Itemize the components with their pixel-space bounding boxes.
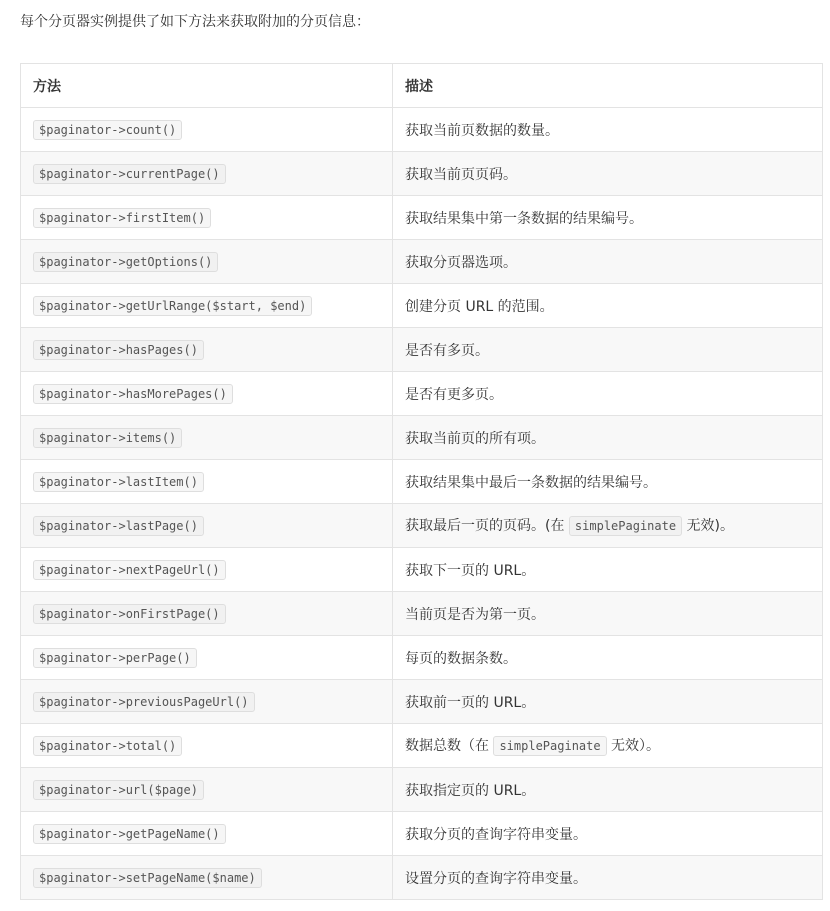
table-row	[21, 680, 823, 724]
header-description: 描述	[393, 64, 823, 108]
description-cell	[393, 460, 823, 504]
method-code: $paginator->currentPage()	[33, 164, 226, 184]
description-cell	[393, 108, 823, 152]
description-text: 获取当前页的所有项。	[405, 430, 545, 447]
description-cell	[393, 856, 823, 900]
description-cell	[393, 196, 823, 240]
description-text: 获取分页器选项。	[405, 254, 517, 271]
table-row	[21, 240, 823, 284]
table-row	[21, 504, 823, 548]
method-code: $paginator->getUrlRange($start, $end)	[33, 296, 312, 316]
table-row	[21, 812, 823, 856]
description-text: 是否有更多页。	[405, 386, 503, 403]
table-row	[21, 460, 823, 504]
method-code: $paginator->lastItem()	[33, 472, 204, 492]
method-cell	[21, 240, 393, 284]
table-body	[21, 108, 823, 900]
method-cell	[21, 416, 393, 460]
method-cell	[21, 108, 393, 152]
description-cell	[393, 416, 823, 460]
method-cell	[21, 812, 393, 856]
description-text: 创建分页 URL 的范围。	[405, 298, 554, 315]
method-cell	[21, 196, 393, 240]
description-text: 是否有多页。	[405, 342, 489, 359]
method-code: $paginator->perPage()	[33, 648, 197, 668]
table-row	[21, 768, 823, 812]
description-text: 获取前一页的 URL。	[405, 694, 536, 711]
table-row	[21, 592, 823, 636]
description-text: 获取指定页的 URL。	[405, 782, 536, 799]
description-cell	[393, 680, 823, 724]
table-row	[21, 284, 823, 328]
description-cell	[393, 504, 823, 548]
method-cell	[21, 856, 393, 900]
inline-code: simplePaginate	[569, 516, 682, 536]
table-row	[21, 152, 823, 196]
table-header-row	[21, 64, 823, 108]
method-cell	[21, 460, 393, 504]
description-text: 数据总数（在	[405, 738, 494, 754]
paginator-methods-table	[20, 63, 823, 900]
description-text: 无效）。	[606, 738, 661, 754]
method-code: $paginator->total()	[33, 736, 182, 756]
table-row	[21, 108, 823, 152]
method-cell	[21, 284, 393, 328]
method-cell	[21, 724, 393, 768]
description-cell	[393, 328, 823, 372]
description-text: 设置分页的查询字符串变量。	[405, 870, 587, 887]
description-cell	[393, 724, 823, 768]
method-cell	[21, 152, 393, 196]
method-code: $paginator->count()	[33, 120, 182, 140]
method-code: $paginator->onFirstPage()	[33, 604, 226, 624]
method-cell	[21, 548, 393, 592]
method-code: $paginator->firstItem()	[33, 208, 211, 228]
description-text: 获取当前页数据的数量。	[405, 122, 559, 139]
method-code: $paginator->hasMorePages()	[33, 384, 233, 404]
description-cell	[393, 548, 823, 592]
method-code: $paginator->previousPageUrl()	[33, 692, 255, 712]
table-row	[21, 372, 823, 416]
method-cell	[21, 680, 393, 724]
table-row	[21, 636, 823, 680]
table-row	[21, 724, 823, 768]
method-cell	[21, 504, 393, 548]
description-text: 获取结果集中第一条数据的结果编号。	[405, 210, 643, 227]
description-cell	[393, 812, 823, 856]
method-cell	[21, 636, 393, 680]
description-cell	[393, 372, 823, 416]
description-cell	[393, 592, 823, 636]
table-row	[21, 196, 823, 240]
table-row	[21, 328, 823, 372]
intro-paragraph: 每个分页器实例提供了如下方法来获取附加的分页信息：	[20, 14, 370, 30]
description-text: 获取下一页的 URL。	[405, 562, 536, 579]
description-text: 获取当前页页码。	[405, 166, 517, 183]
description-cell	[393, 636, 823, 680]
table-row	[21, 416, 823, 460]
description-cell	[393, 768, 823, 812]
method-code: $paginator->getPageName()	[33, 824, 226, 844]
description-text: 获取结果集中最后一条数据的结果编号。	[405, 474, 657, 491]
description-text: 获取分页的查询字符串变量。	[405, 826, 587, 843]
description-text: 获取最后一页的页码。(在	[405, 518, 569, 534]
method-code: $paginator->nextPageUrl()	[33, 560, 226, 580]
method-cell	[21, 328, 393, 372]
description-text: 无效)。	[682, 518, 734, 534]
method-code: $paginator->getOptions()	[33, 252, 218, 272]
description-text: 每页的数据条数。	[405, 650, 517, 667]
method-code: $paginator->setPageName($name)	[33, 868, 262, 888]
method-cell	[21, 768, 393, 812]
method-code: $paginator->lastPage()	[33, 516, 204, 536]
method-cell	[21, 372, 393, 416]
method-code: $paginator->url($page)	[33, 780, 204, 800]
inline-code: simplePaginate	[493, 736, 606, 756]
method-code: $paginator->hasPages()	[33, 340, 204, 360]
table-row	[21, 548, 823, 592]
method-cell	[21, 592, 393, 636]
table-row	[21, 856, 823, 900]
description-cell	[393, 284, 823, 328]
method-code: $paginator->items()	[33, 428, 182, 448]
description-text: 当前页是否为第一页。	[405, 606, 545, 623]
description-cell	[393, 240, 823, 284]
header-method: 方法	[21, 64, 393, 108]
description-cell	[393, 152, 823, 196]
